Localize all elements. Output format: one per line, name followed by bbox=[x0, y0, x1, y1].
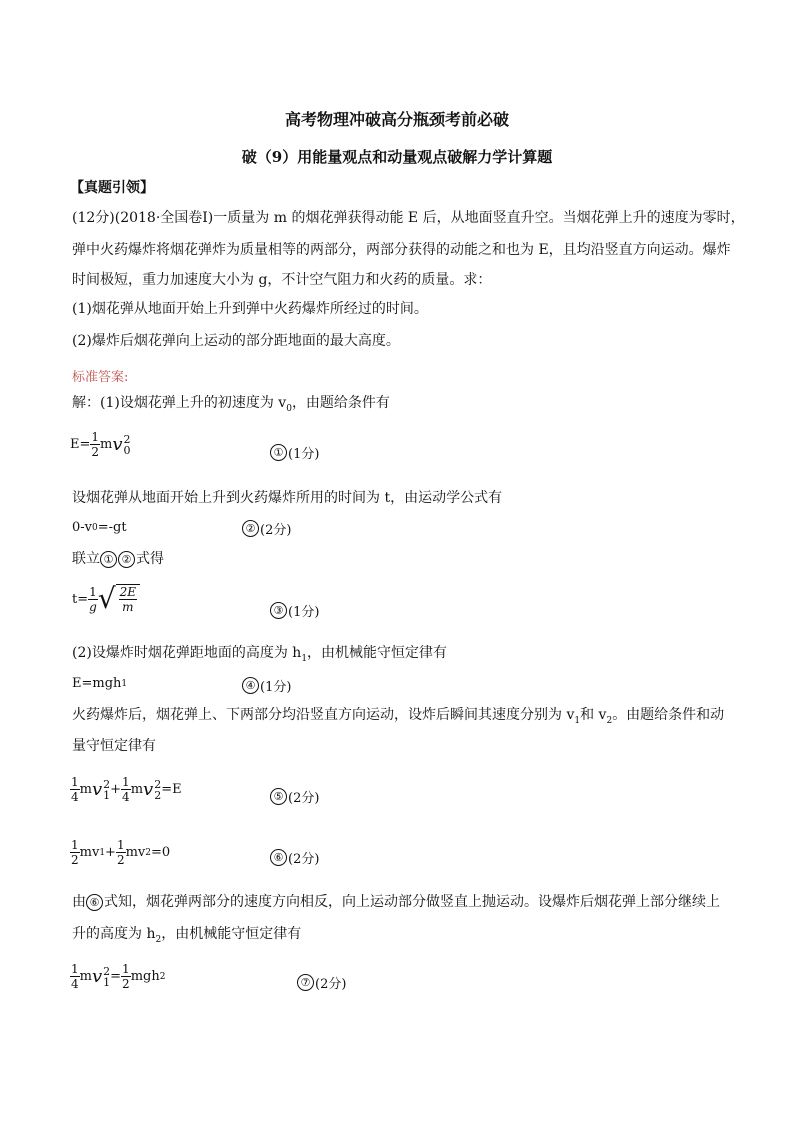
equation-5: $\frac{1}{4}$ m v 2 1 + $\frac{1}{4}$ m v 2 2 =E bbox=[71, 775, 182, 804]
problem-line-2: 弹中火药爆炸将烟花弹炸为质量相等的两部分，两部分获得的动能之和也为 E，且均沿竖直方向运动。爆炸 bbox=[72, 242, 731, 258]
equation-2: 0-v 0 =-gt bbox=[72, 520, 127, 535]
problem-line-3: 时间极短，重力加速度大小为 g，不计空气阻力和火药的质量。求： bbox=[72, 272, 492, 288]
fraction: $\frac{1}{4}$ bbox=[71, 775, 79, 804]
circled-number: ⑥ bbox=[270, 849, 287, 866]
solution-step-6b: 升的高度为 $h_2$，由机械能守恒定律有 bbox=[72, 926, 302, 945]
equation-7-score: ⑦ (2分) bbox=[297, 973, 346, 992]
page-subtitle: 破（9）用能量观点和动量观点破解力学计算题 bbox=[241, 148, 553, 166]
solution-step-5b: 量守恒定律有 bbox=[72, 738, 156, 754]
equation-6-score: ⑥ (2分) bbox=[270, 848, 319, 867]
page-title: 高考物理冲破高分瓶颈考前必破 bbox=[284, 110, 509, 129]
fraction: $\frac{1}{2}$ bbox=[122, 962, 130, 991]
section-title: 【真题引领】 bbox=[70, 180, 154, 196]
solution-step-1: 解：(1)设烟花弹上升的初速度为 $v_0$，由题给条件有 bbox=[72, 395, 390, 414]
equation-2-score: ② (2分) bbox=[242, 519, 291, 538]
question-1: (1)烟花弹从地面开始上升到弹中火药爆炸所经过的时间。 bbox=[72, 301, 428, 317]
circled-number: ④ bbox=[242, 677, 259, 694]
circled-number: ③ bbox=[270, 602, 287, 619]
equation-1: E= $\frac{1}{2}$ m v 2 0 bbox=[70, 430, 131, 459]
fraction: $\frac{1}{2}$ bbox=[71, 838, 79, 867]
fraction: $\frac{1}{4}$ bbox=[122, 775, 130, 804]
equation-6: $\frac{1}{2}$ mv 1 + $\frac{1}{2}$ mv 2 =0 bbox=[71, 838, 171, 867]
equation-7: $\frac{1}{4}$ m v 2 1 = $\frac{1}{2}$ mgh 2 bbox=[71, 962, 166, 991]
solution-step-6a: 由 ⑥ 式知，烟花弹两部分的速度方向相反，向上运动部分做竖直上抛运动。设爆炸后烟花弹上部分继续上 bbox=[72, 894, 720, 910]
answer-label: 标准答案: bbox=[72, 370, 129, 385]
fraction: $\frac{1}{2}$ bbox=[91, 430, 100, 459]
equation-3-score: ③ (1分) bbox=[270, 601, 319, 620]
circled-number: ⑦ bbox=[297, 974, 314, 991]
question-2: (2)爆炸后烟花弹向上运动的部分距地面的最大高度。 bbox=[72, 333, 400, 349]
equation-5-score: ⑤ (2分) bbox=[270, 787, 319, 806]
solution-step-3: 联立 ① ② 式得 bbox=[72, 551, 164, 567]
solution-step-4: (2)设爆炸时烟花弹距地面的高度为 $h_1$，由机械能守恒定律有 bbox=[72, 645, 448, 664]
circled-number: ⑤ bbox=[270, 788, 287, 805]
equation-4-score: ④ (1分) bbox=[242, 676, 291, 695]
fraction: $\frac{1}{2}$ bbox=[116, 838, 125, 867]
solution-step-5a: 火药爆炸后，烟花弹上、下两部分均沿竖直方向运动，设炸后瞬间其速度分别为 $v_1$和 $v_2$。由题给条件和动 bbox=[72, 707, 725, 726]
circled-number: ② bbox=[242, 520, 259, 537]
problem-line-1: (12分)(2018·全国卷Ⅰ)一质量为 m 的烟花弹获得动能 E 后，从地面竖直升空。当烟花弹上升的速度为零时， bbox=[72, 210, 745, 226]
circled-number: ① bbox=[270, 444, 287, 461]
equation-1-score: ① (1分) bbox=[270, 443, 319, 462]
equation-3: t= $\frac{1}{g}$ √ $\frac{2E}{m}$ bbox=[72, 584, 140, 614]
fraction: $\frac{1}{g}$ bbox=[89, 584, 97, 614]
solution-step-2: 设烟花弹从地面开始上升到火药爆炸所用的时间为 t，由运动学公式有 bbox=[72, 490, 503, 506]
square-root: √ $\frac{2E}{m}$ bbox=[98, 584, 140, 614]
equation-4: E=mgh 1 bbox=[72, 676, 128, 691]
fraction: $\frac{1}{4}$ bbox=[71, 962, 79, 991]
